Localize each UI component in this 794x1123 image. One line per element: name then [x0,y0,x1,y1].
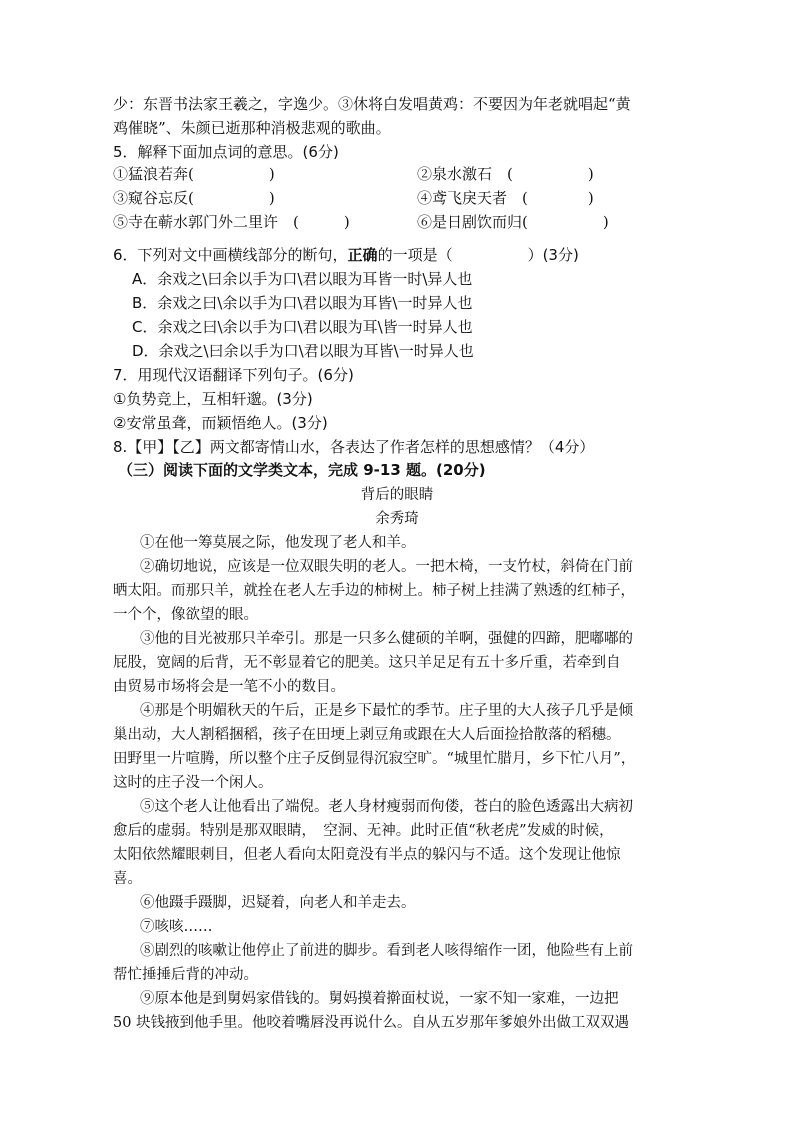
story-line: ⑧剧烈的咳嗽让他停止了前进的脚步。看到老人咳得缩作一团，他险些有上前 [140,943,633,959]
story-line: 这时的庄子没一个闲人。 [113,775,273,791]
question-5-row [113,210,673,234]
q5-item: ①猛浪若奔( ) [113,165,275,183]
story-title: 背后的眼睛 [360,487,434,503]
story-line: ⑥他蹑手蹑脚，迟疑着，向老人和羊走去。 [140,895,416,911]
question-5-row [113,162,673,186]
q6-option-b: B．余戏之曰\余以手为口\君以眼为耳皆\一时异人也 [132,294,473,312]
q6-stem-pre: 6．下列对文中画横线部分的断句， [113,246,348,264]
q6-stem-post: 的一项是（ ）(3分) [377,246,579,264]
text-line: 鸡催晓”、朱颜已逝那种消极悲观的歌曲。 [113,119,391,137]
q6-stem-bold: 正确 [347,246,378,264]
story-line: 喜。 [113,871,142,887]
q7-item: ①负势竞上，互相轩邈。(3分) [113,390,313,408]
story-line: 由贸易市场将会是一笔不小的数目。 [113,679,345,695]
text-line: 少：东晋书法家王羲之，字逸少。③休将白发唱黄鸡：不要因为年老就唱起“黄 [113,95,631,113]
story-line: ②确切地说，应该是一位双眼失明的老人。一把木椅，一支竹杖，斜倚在门前 [140,559,633,575]
q5-item: ②泉水激石 ( ) [417,165,594,183]
story-line: ⑤这个老人让他看出了端倪。老人身材瘦弱而佝偻，苍白的脸色透露出大病初 [140,799,633,815]
story-line: ③他的目光被那只羊牵引。那是一只多么健硕的羊啊，强健的四蹄，肥嘟嘟的 [140,631,633,647]
question-5-row [113,186,673,210]
q6-option-c: C．余戏之曰\余以手为口\君以眼为耳\皆一时异人也 [132,318,473,336]
q6-option-a: A．余戏之\曰余以手为口\君以眼为耳皆一时\异人也 [132,270,473,288]
story-line: 巢出动，大人割稻捆稻，孩子在田埂上剥豆角或跟在大人后面捡拾散落的稻穗。 [113,727,621,743]
story-line: ④那是个明媚秋天的午后，正是乡下最忙的季节。庄子里的大人孩子几乎是倾 [140,703,633,719]
q5-item: ⑤寺在蕲水郭门外二里许 ( ) [113,213,350,231]
story-line: 一个个，像欲望的眼。 [113,607,258,623]
story-line: 屁股，宽阔的后背，无不彰显着它的肥美。这只羊足足有五十多斤重，若牵到自 [113,655,621,671]
question-6-stem [113,243,579,267]
story-line: 帮忙捶捶后背的冲动。 [113,967,258,983]
story-line: 太阳依然耀眼刺目，但老人看向太阳竟没有半点的躲闪与不适。这个发现让他惊 [113,847,621,863]
story-line: ①在他一筹莫展之际，他发现了老人和羊。 [140,535,416,551]
question-8-stem: 8.【甲】【乙】两文都寄情山水，各表达了作者怎样的思想感情？（4分） [113,438,595,456]
section-3-heading: （三）阅读下面的文学类文本，完成 9-13 题。(20分) [118,461,486,479]
q5-item: ⑥是日剧饮而归( ) [417,213,609,231]
story-line: 愈后的虚弱。特别是那双眼睛， 空洞、无神。此时正值“秋老虎”发威的时候， [113,823,614,839]
q7-item: ②安常虽聋，而颖悟绝人。(3分) [113,414,328,432]
question-7-stem: 7．用现代汉语翻译下列句子。(6分) [113,366,354,384]
q5-item: ④鸢飞戾天者 ( ) [417,189,594,207]
story-line: ⑦咳咳…… [140,919,213,935]
story-line: 田野里一片喧腾，所以整个庄子反倒显得沉寂空旷。“城里忙腊月，乡下忙八月”， [113,751,636,767]
q6-option-d: D．余戏之\曰余以手为口\君以眼为耳皆\一时异人也 [132,342,474,360]
q5-item: ③窥谷忘反( ) [113,189,275,207]
story-author: 余秀琦 [375,511,419,527]
story-line: 50 块钱掖到他手里。他咬着嘴唇没再说什么。自从五岁那年爹娘外出做工双双遇 [113,1015,630,1031]
story-line: 晒太阳。而那只羊，就拴在老人左手边的柿树上。柿子树上挂满了熟透的红柿子， [113,583,635,599]
question-5-stem: 5．解释下面加点词的意思。(6分) [113,143,339,161]
story-line: ⑨原本他是到舅妈家借钱的。舅妈摸着擀面杖说，一家不知一家难，一边把 [140,991,619,1007]
